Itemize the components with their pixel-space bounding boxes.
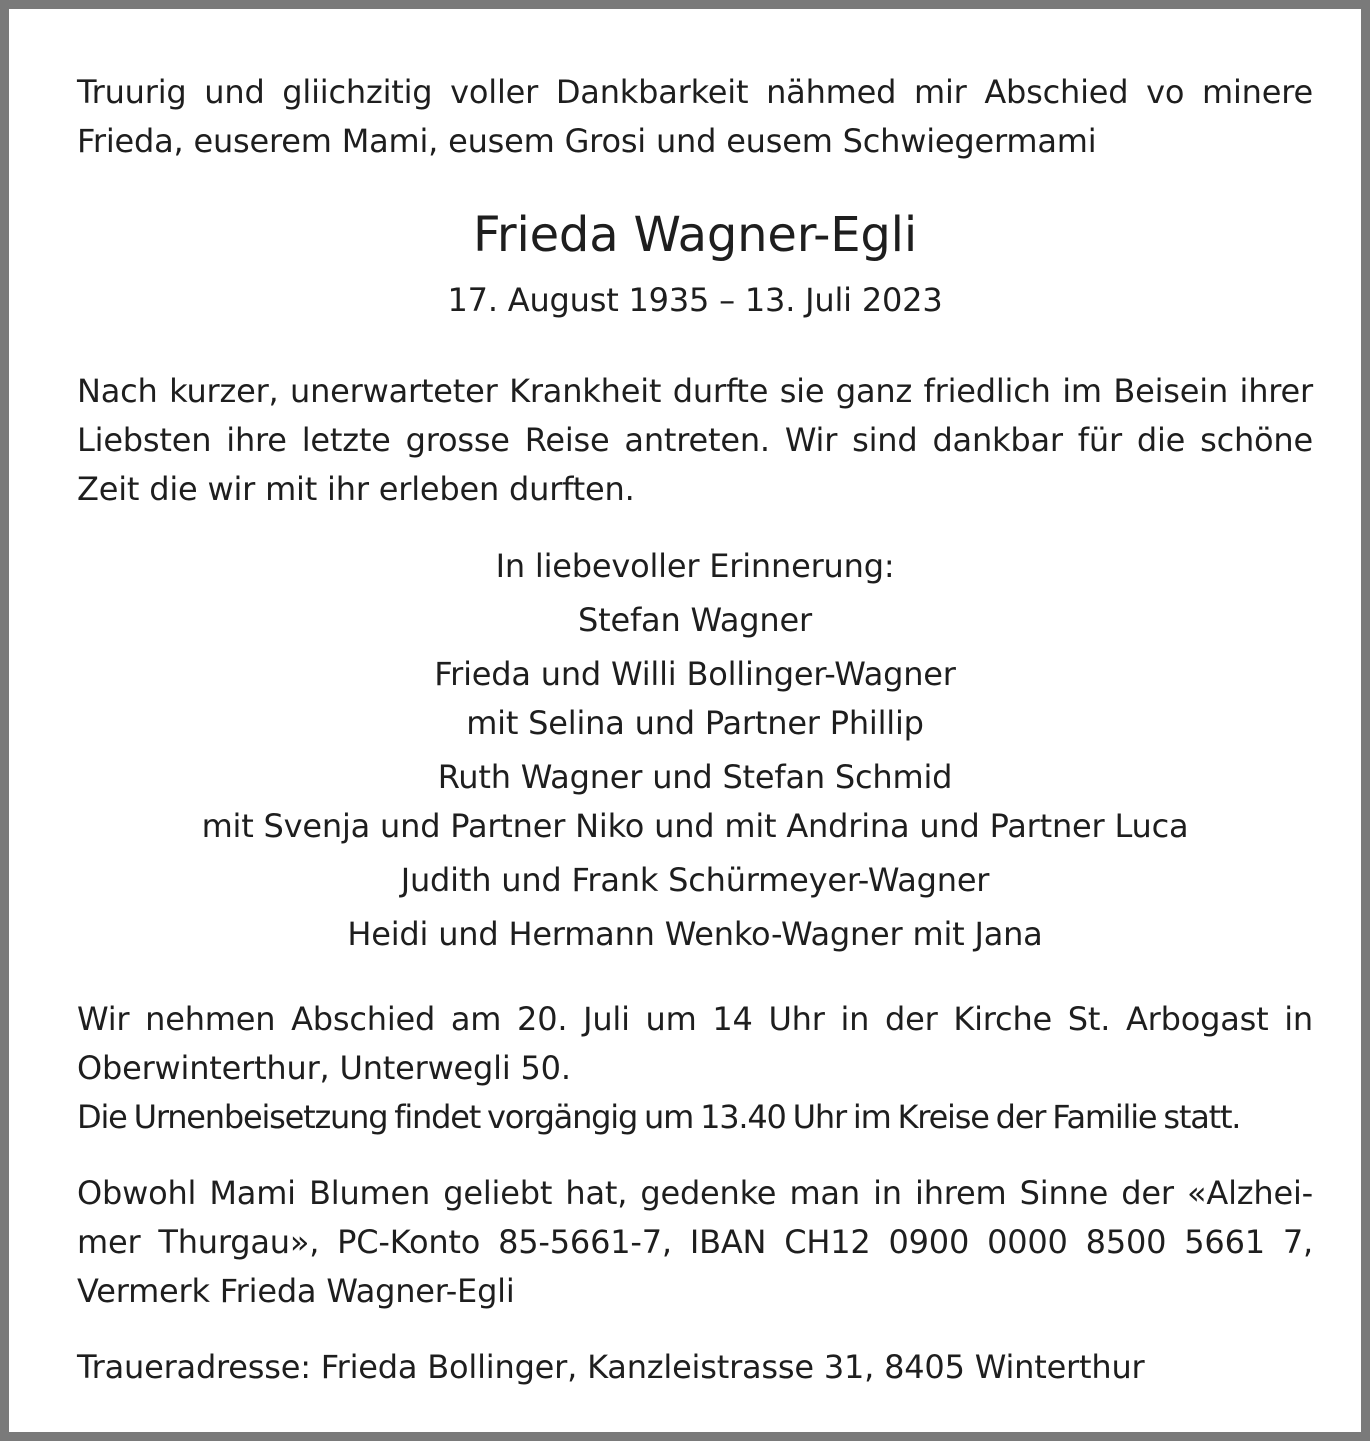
donation-paragraph xyxy=(77,1169,1313,1316)
family-member: Judith und Frank Schürmeyer-Wagner xyxy=(400,861,990,899)
family-member: Heidi und Hermann Wenko-Wagner mit Jana xyxy=(347,915,1043,953)
farewell-paragraph xyxy=(77,995,1313,1142)
family-member: Frieda und Willi Bollinger-Wagner xyxy=(434,655,956,693)
farewell-line: Wir nehmen Abschied am 20. Juli um 14 Uhr in der Kirche St. Arbogast in xyxy=(77,1000,1313,1038)
body-paragraph xyxy=(77,367,1313,514)
farewell-line: Die Urnenbeisetzung findet vorgängig um 13.40 Uhr im Kreise der Familie statt. xyxy=(77,1098,1241,1136)
body-line: Liebsten ihre letzte grosse Reise antreten. Wir sind dankbar für die schöne xyxy=(77,421,1313,459)
family-member: Ruth Wagner und Stefan Schmid xyxy=(437,758,953,796)
farewell-line: Oberwinterthur, Unterwegli 50. xyxy=(77,1049,571,1087)
family-list xyxy=(77,542,1313,964)
life-dates: 17. August 1935 – 13. Juli 2023 xyxy=(447,281,943,319)
deceased-name: Frieda Wagner-Egli xyxy=(473,207,917,263)
family-member-sub: mit Selina und Partner Phillip xyxy=(466,704,924,742)
intro-paragraph xyxy=(77,68,1313,166)
intro-line: Truurig und gliichzitig voller Dankbarkeit nähmed mir Abschied vo minere xyxy=(77,73,1313,111)
body-line: Zeit die wir mit ihr erleben durften. xyxy=(77,470,635,508)
donation-line: Vermerk Frieda Wagner-Egli xyxy=(77,1272,515,1310)
family-heading: In liebevoller Erinnerung: xyxy=(495,547,895,585)
mourning-address: Traueradresse: Frieda Bollinger, Kanzleistrasse 31, 8405 Winterthur xyxy=(77,1348,1145,1386)
intro-line: Frieda, euserem Mami, eusem Grosi und eusem Schwiegermami xyxy=(77,122,1097,160)
family-member-sub: mit Svenja und Partner Niko und mit Andrina und Partner Luca xyxy=(201,807,1189,845)
donation-line: Obwohl Mami Blumen geliebt hat, gedenke man in ihrem Sinne der «Alzhei- xyxy=(77,1174,1313,1212)
donation-line: mer Thurgau», PC-Konto 85-5661-7, IBAN CH12 0900 0000 8500 5661 7, xyxy=(77,1223,1313,1261)
body-line: Nach kurzer, unerwarteter Krankheit durfte sie ganz friedlich im Beisein ihrer xyxy=(77,372,1313,410)
family-member: Stefan Wagner xyxy=(578,601,812,639)
